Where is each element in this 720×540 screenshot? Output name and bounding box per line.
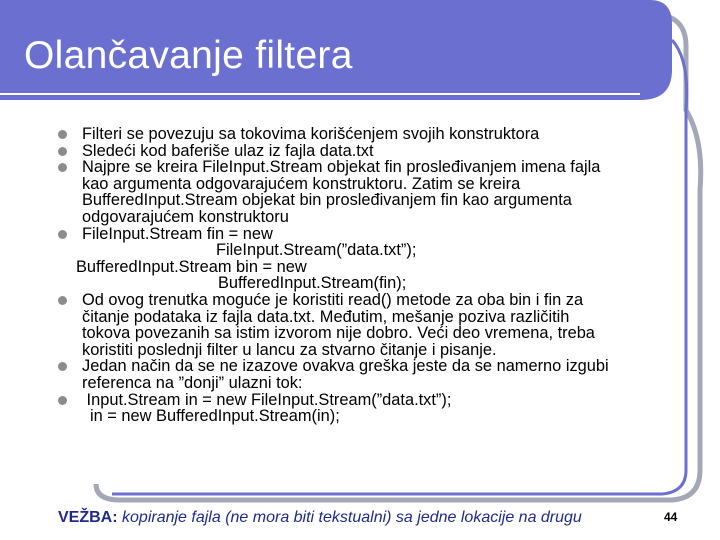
bullet-icon <box>58 362 67 371</box>
exercise-text: kopiranje fajla (ne mora biti tekstualni) sa jedne lokacije na drugu <box>122 509 582 526</box>
page-number: 44 <box>664 510 678 524</box>
bullet-text: Filteri se povezuju sa tokovima korišćenjem svojih konstruktora <box>82 125 540 143</box>
bullet-icon <box>58 396 67 405</box>
code-line: BufferedInput.Stream(fin); <box>218 274 407 293</box>
bullet-item <box>58 358 660 391</box>
bullet-text: Najpre se kreira FileInput.Stream objekat fin prosleđivanjem imena fajla <box>82 158 601 177</box>
exercise-footer <box>58 509 582 527</box>
code-line: Input.Stream in = new FileInput.Stream(”data.txt”); <box>82 390 452 409</box>
bullet-item <box>58 159 660 225</box>
bullet-text: Jedan način da se ne izazove ovakva greška jeste da se namerno izgubi <box>82 357 609 376</box>
bullet-item <box>58 226 660 259</box>
slide-content <box>58 126 660 425</box>
bullet-icon <box>58 296 67 305</box>
code-line: FileInput.Stream fin = new <box>82 224 273 243</box>
bullet-item <box>58 126 660 143</box>
bullet-text: BufferedInput.Stream objekat bin prosleđivanjem fin kao argumenta <box>82 191 572 210</box>
bullet-item <box>58 292 660 358</box>
bullet-text: čitanje podataka iz fajla data.txt. Međutim, mešanje poziva različitih <box>82 307 570 326</box>
bullet-text: koristiti poslednji filter u lancu za stvarno čitanje i pisanje. <box>82 340 497 359</box>
bullet-text: tokova povezanih sa istim izvorom nije dobro. Veći deo vremena, treba <box>82 324 595 343</box>
exercise-label: VEŽBA: <box>58 509 118 526</box>
bullet-icon <box>58 147 67 156</box>
code-line: in = new BufferedInput.Stream(in); <box>90 407 340 426</box>
bullet-icon <box>58 163 67 172</box>
bullet-text: referenca na ”donji” ulazni tok: <box>82 373 303 392</box>
bullet-text: Sledeći kod baferiše ulaz iz fajla data.txt <box>82 141 374 160</box>
bullet-item <box>58 143 660 160</box>
code-line: BufferedInput.Stream bin = new <box>76 257 307 276</box>
code-line: FileInput.Stream(”data.txt”); <box>216 241 417 260</box>
bullet-icon <box>58 230 67 239</box>
bullet-text: Od ovog trenutka moguće je koristiti read() metode za oba bin i fin za <box>82 290 584 309</box>
bullet-text: odgovarajućem konstruktoru <box>82 207 289 226</box>
bullet-item <box>58 392 660 409</box>
bullet-icon <box>58 130 67 139</box>
bullet-text: kao argumenta odgovarajućem konstruktoru. Zatim se kreira <box>82 174 521 193</box>
slide-title: Olančavanje filtera <box>24 34 353 77</box>
